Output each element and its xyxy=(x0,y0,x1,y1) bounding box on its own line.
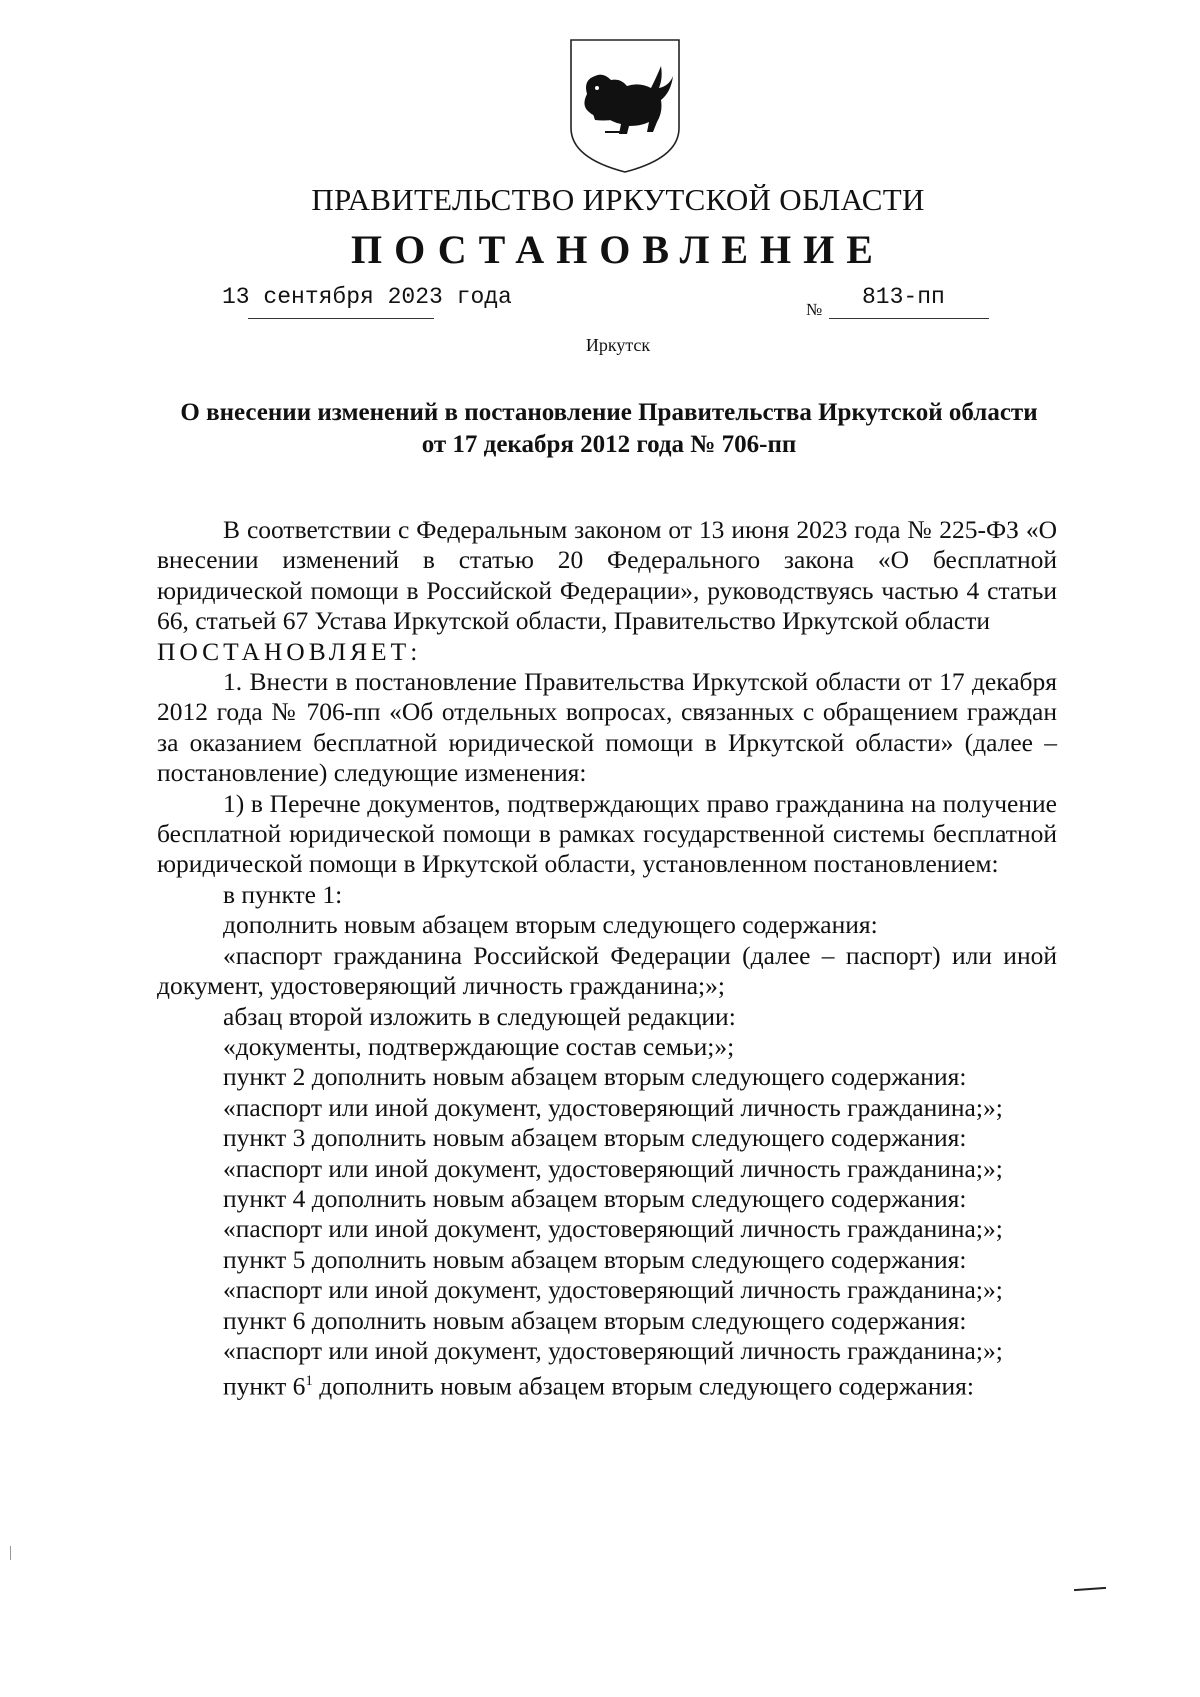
number-sign: № xyxy=(806,300,823,319)
number-underline xyxy=(829,318,989,319)
point-6-1-line xyxy=(157,1366,1057,1402)
paragraph-two-edit-line: абзац второй изложить в следующей редакции: xyxy=(223,1001,736,1031)
add-second-paragraph-line: дополнить новым абзацем вторым следующего содержания: xyxy=(223,910,878,940)
document-number: 813-пп xyxy=(862,284,945,310)
document-body xyxy=(157,515,1057,1402)
item-1-paragraph: 1. Внести в постановление Правительства Иркутской области от 17 декабря 2012 года № 706-пп «Об отдельных вопросах, связанных с обращением граждан за оказанием бесплатной юридической помощи в Иркутской области» (далее – постановление) следующие изменения: xyxy=(157,667,1057,788)
city: Иркутск xyxy=(585,335,651,355)
passport-clause-paragraph: «паспорт гражданина Российской Федерации (далее – паспорт) или иной документ, удостоверяющий личность гражданина;»; xyxy=(157,940,1057,1001)
point-6-1-superscript: 1 xyxy=(305,1373,313,1390)
organization-name: ПРАВИТЕЛЬСТВО ИРКУТСКОЙ ОБЛАСТИ xyxy=(311,182,925,217)
family-documents-line: «документы, подтверждающие состав семьи;»; xyxy=(223,1031,735,1061)
point-5-line: пункт 5 дополнить новым абзацем вторым следующего содержания: xyxy=(223,1244,967,1274)
passport-or-other-line: «паспорт или иной документ, удостоверяющий личность гражданина;»; xyxy=(223,1275,1003,1305)
document-type: ПОСТАНОВЛЕНИЕ xyxy=(351,227,885,272)
title-line-1: О внесении изменений в постановление Правительства Иркутской области xyxy=(180,399,1038,426)
point-3-line: пункт 3 дополнить новым абзацем вторым следующего содержания: xyxy=(223,1123,967,1153)
scan-edge-mark xyxy=(1074,1587,1106,1591)
point-6-1-prefix: пункт 6 xyxy=(223,1371,306,1401)
item-1-1-paragraph: 1) в Перечне документов, подтверждающих право гражданина на получение бесплатной юридической помощи в рамках государственной системы бесплатной юридической помощи в Иркутской области, установленном постановлением: xyxy=(157,788,1057,879)
passport-or-other-line: «паспорт или иной документ, удостоверяющий личность гражданина;»; xyxy=(223,1153,1003,1183)
coat-of-arms-icon xyxy=(565,36,685,176)
point-1-line: в пункте 1: xyxy=(223,879,343,909)
document-title xyxy=(150,397,1068,461)
passport-or-other-line: «паспорт или иной документ, удостоверяющий личность гражданина;»; xyxy=(223,1214,1003,1244)
point-6-line: пункт 6 дополнить новым абзацем вторым следующего содержания: xyxy=(223,1305,967,1335)
date-underline xyxy=(248,318,434,319)
passport-or-other-line: «паспорт или иной документ, удостоверяющий личность гражданина;»; xyxy=(223,1335,1003,1365)
resolves-heading: ПОСТАНОВЛЯЕТ: xyxy=(157,636,422,666)
point-6-1-suffix: дополнить новым абзацем вторым следующего содержания: xyxy=(312,1371,974,1401)
point-2-line: пункт 2 дополнить новым абзацем вторым следующего содержания: xyxy=(223,1062,967,1092)
preamble-paragraph: В соответствии с Федеральным законом от 13 июня 2023 года № 225-ФЗ «О внесении изменений в статью 20 Федерального закона «О бесплатной юридической помощи в Российской Федерации», руководствуясь частью 4 статьи 66, статьей 67 Устава Иркутской области, Правительство Иркутской области xyxy=(157,515,1057,636)
point-4-line: пункт 4 дополнить новым абзацем вторым следующего содержания: xyxy=(223,1183,967,1213)
title-line-2: от 17 декабря 2012 года № 706-пп xyxy=(421,431,797,458)
scan-edge-mark xyxy=(10,1546,11,1560)
document-date: 13 сентября 2023 года xyxy=(222,284,512,310)
passport-or-other-line: «паспорт или иной документ, удостоверяющий личность гражданина;»; xyxy=(223,1092,1003,1122)
